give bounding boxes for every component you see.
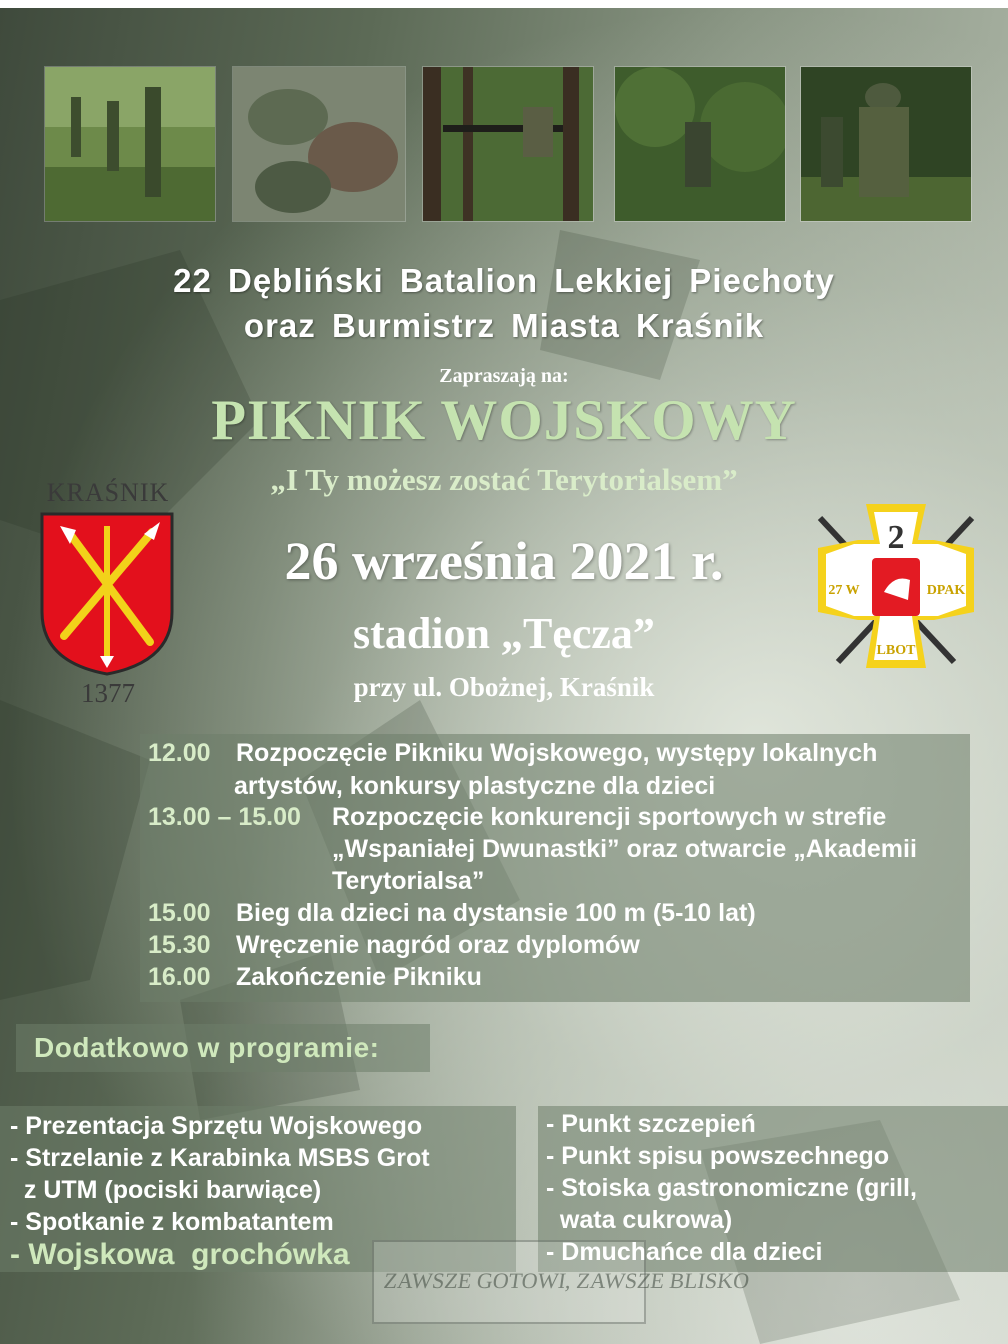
schedule-row [148, 802, 968, 898]
schedule-row [148, 738, 968, 802]
schedule-time: 15.00 [148, 899, 211, 927]
invite-text: Zapraszają na: [439, 365, 569, 387]
schedule-panel [140, 734, 970, 1002]
list-item: - Dmuchańce dla dzieci [546, 1238, 823, 1266]
schedule-text: Wręczenie nagród oraz dyplomów [236, 931, 640, 959]
list-item: - Prezentacja Sprzętu Wojskowego [10, 1112, 423, 1140]
brigade-badge-icon [814, 500, 978, 672]
event-slogan: „I Ty możesz zostać Terytorialsem” [270, 462, 738, 497]
svg-text:27 W: 27 W [828, 583, 860, 598]
organizer-line-1: 22 Dębliński Batalion Lekkiej Piechoty [173, 262, 835, 299]
photo-forest-patrol [614, 66, 786, 222]
extra-program-heading [16, 1024, 430, 1072]
event-address: przy ul. Obożnej, Kraśnik [353, 672, 655, 702]
schedule-text-cont: artystów, konkursy plastyczne dla dzieci [234, 772, 716, 800]
schedule-row [148, 930, 968, 962]
list-item: - Punkt szczepień [546, 1110, 756, 1138]
list-item: - Stoiska gastronomiczne (grill, [546, 1174, 917, 1202]
schedule-text: Zakończenie Pikniku [236, 963, 482, 991]
schedule-text-cont: „Wspaniałej Dwunastki” oraz otwarcie „Akademii [332, 835, 917, 863]
schedule-text: Rozpoczęcie konkurencji sportowych w strefie [332, 803, 887, 831]
schedule-time: 13.00 – 15.00 [148, 803, 301, 831]
list-item: - Wojskowa grochówka [10, 1238, 350, 1271]
event-venue: stadion „Tęcza” [353, 609, 655, 658]
list-item: z UTM (pociski barwiące) [10, 1176, 322, 1204]
list-item: wata cukrowa) [546, 1206, 733, 1234]
list-item: - Strzelanie z Karabinka MSBS Grot [10, 1144, 430, 1172]
photo-soldiers-ground [232, 66, 406, 222]
schedule-time: 16.00 [148, 963, 211, 991]
schedule-time: 12.00 [148, 739, 211, 767]
schedule-row [148, 898, 968, 930]
schedule-text: Bieg dla dzieci na dystansie 100 m (5-10 lat) [236, 899, 756, 927]
schedule-text: Rozpoczęcie Pikniku Wojskowego, występy lokalnych [236, 739, 878, 767]
list-item: - Punkt spisu powszechnego [546, 1142, 890, 1170]
schedule-text-cont: Terytorialsa” [332, 867, 485, 895]
event-title: PIKNIK WOJSKOWY [211, 389, 797, 452]
photo-strip [44, 66, 970, 222]
crest-year: 1377 [81, 678, 135, 708]
photo-soldier-portrait [800, 66, 972, 222]
photo-machine-gunner [422, 66, 594, 222]
svg-text:DPAK: DPAK [926, 583, 966, 598]
svg-text:2: 2 [887, 519, 905, 556]
motto-text: ZAWSZE GOTOWI, ZAWSZE BLISKO [382, 1268, 751, 1293]
svg-text:LBOT: LBOT [876, 643, 916, 658]
list-item: - Spotkanie z kombatantem [10, 1208, 334, 1236]
krasnik-coat-of-arms-icon [40, 512, 174, 676]
extra-program-heading-text: Dodatkowo w programie: [34, 1032, 380, 1063]
organizer-line-2: oraz Burmistrz Miasta Kraśnik [243, 307, 765, 344]
photo-soldiers-field [44, 66, 216, 222]
schedule-row [148, 962, 968, 994]
crest-town-name: KRAŚNIK [46, 478, 170, 507]
schedule-time: 15.30 [148, 931, 211, 959]
event-date: 26 września 2021 r. [284, 531, 724, 591]
